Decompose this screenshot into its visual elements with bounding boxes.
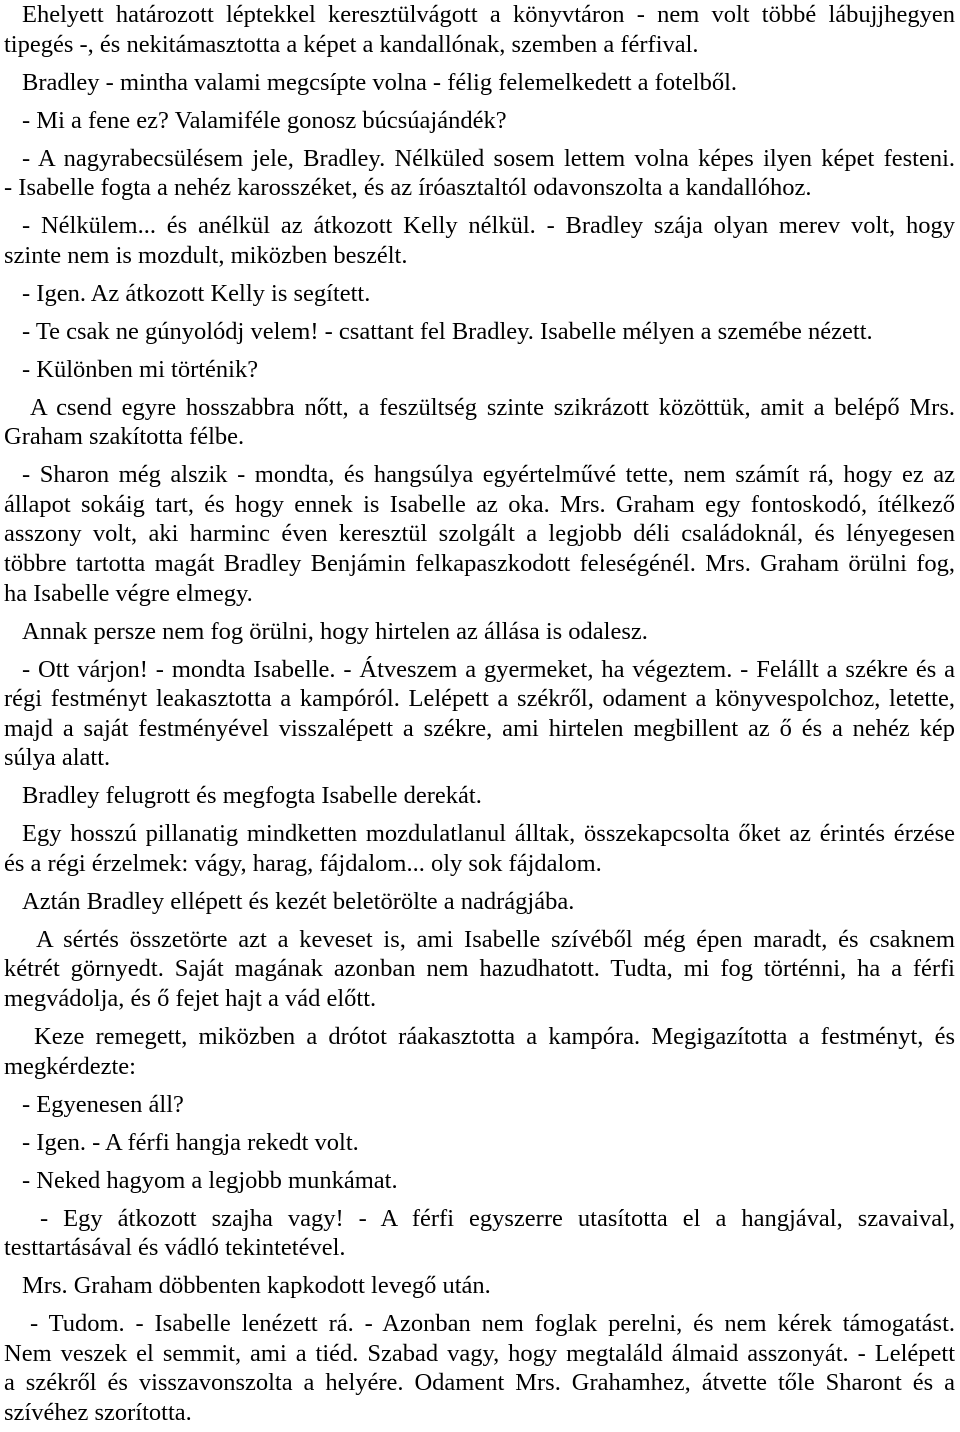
paragraph (4, 1204, 955, 1263)
paragraph (4, 0, 955, 59)
paragraph (4, 1166, 955, 1196)
text-line: Keze remegett, miközben a drótot ráakasztotta a kampóra. Megigazította a festményt, és (34, 1023, 955, 1051)
text-line: - Tudom. - Isabelle lenézett rá. - Azonban nem foglak perelni, és nem kérek támogatást. (30, 1310, 955, 1338)
text-line: asszony volt, aki harminc éven keresztül szolgált a legjobb déli családoknál, és lényegesen (4, 520, 955, 548)
paragraph (4, 617, 955, 647)
paragraph (4, 279, 955, 309)
text-line: megvádolja, és ő fejet hajt a vád előtt. (4, 985, 377, 1013)
text-line: állapot sokáig tart, és hogy ennek is Isabelle az oka. Mrs. Graham egy fontoskodó, ítélkező (4, 490, 955, 518)
text-line: - Igen. Az átkozott Kelly is segített. (22, 279, 371, 307)
paragraph (4, 106, 955, 136)
text-line: - Egyenesen áll? (22, 1090, 184, 1118)
paragraph (4, 1271, 955, 1301)
text-line: - Neked hagyom a legjobb munkámat. (22, 1166, 398, 1194)
paragraph (4, 655, 955, 773)
paragraph (4, 317, 955, 347)
text-line: súlya alatt. (4, 744, 111, 772)
paragraph (4, 819, 955, 878)
text-line: Graham szakította félbe. (4, 423, 245, 451)
text-line: A csend egyre hosszabbra nőtt, a feszültség szinte szikrázott közöttük, amit a belépő Mrs. (30, 393, 955, 421)
text-line: - A nagyrabecsülésem jele, Bradley. Nélküled sosem lettem volna képes ilyen képet festeni. (22, 144, 955, 172)
text-line: - Te csak ne gúnyolódj velem! - csattant fel Bradley. Isabelle mélyen a szemébe nézett. (22, 317, 873, 345)
text-line: A sértés összetörte azt a keveset is, ami Isabelle szívéből még épen maradt, és csaknem (36, 925, 955, 953)
text-line: a székről és visszavonszolta a helyére. Odament Mrs. Grahamhez, átvette tőle Sharont és a (4, 1369, 955, 1397)
paragraph (4, 355, 955, 385)
text-line: majd a saját festményével visszalépett a székre, ami hirtelen megbillent az ő és a nehéz kép (4, 714, 955, 742)
paragraph (4, 781, 955, 811)
paragraph (4, 1090, 955, 1120)
text-line: kétrét görnyedt. Saját magának azonban nem hazudhatott. Tudta, mi fog történni, ha a férfi (4, 955, 955, 983)
text-line: szinte nem is mozdult, miközben beszélt. (4, 241, 408, 269)
text-line: tipegés -, és nekitámasztotta a képet a kandallónak, szemben a férfival. (4, 30, 699, 58)
paragraph (4, 460, 955, 608)
text-line: régi festményt leakasztotta a kampóról. Lelépett a székről, odament a könyvespolchoz, letette, (4, 685, 955, 713)
text-line: - Nélkülem... és anélkül az átkozott Kelly nélkül. - Bradley szája olyan merev volt, hogy (22, 212, 955, 240)
text-line: testtartásával és vádló tekintetével. (4, 1234, 346, 1262)
text-line: - Egy átkozott szajha vagy! - A férfi egyszerre utasította el a hangjával, szavaival, (40, 1204, 955, 1232)
text-line: - Isabelle fogta a nehéz karosszéket, és az íróasztaltól odavonszolta a kandallóhoz. (4, 174, 812, 202)
text-line: - Különben mi történik? (22, 355, 259, 383)
paragraph (4, 68, 955, 98)
paragraph (4, 1022, 955, 1081)
text-line: Annak persze nem fog örülni, hogy hirtelen az állása is odalesz. (22, 617, 648, 645)
text-line: Aztán Bradley ellépett és kezét beletörölte a nadrágjába. (22, 887, 575, 915)
text-line: Nem veszek el semmit, ami a tiéd. Szabad vagy, hogy megtaláld álmaid asszonyát. - Lelépett (4, 1339, 955, 1367)
paragraph (4, 887, 955, 917)
paragraph (4, 144, 955, 203)
text-line: Bradley - mintha valami megcsípte volna - félig felemelkedett a fotelből. (22, 68, 738, 96)
text-line: szívéhez szorította. (4, 1398, 192, 1426)
text-line: ha Isabelle végre elmegy. (4, 579, 253, 607)
paragraph (4, 925, 955, 1014)
text-line: - Mi a fene ez? Valamiféle gonosz búcsúajándék? (22, 106, 507, 134)
text-line: - Igen. - A férfi hangja rekedt volt. (22, 1128, 359, 1156)
text-line: Mrs. Graham döbbenten kapkodott levegő után. (22, 1272, 491, 1300)
text-line: Bradley felugrott és megfogta Isabelle derekát. (22, 782, 482, 810)
text-line: - Ott várjon! - mondta Isabelle. - Átveszem a gyermeket, ha végeztem. - Felállt a székre és a (22, 655, 955, 683)
text-line: és a régi érzelmek: vágy, harag, fájdalom... oly sok fájdalom. (4, 849, 602, 877)
text-line: megkérdezte: (4, 1052, 136, 1080)
text-line: Egy hosszú pillanatig mindketten mozdulatlanul álltak, összekapcsolta őket az érintés érzése (22, 820, 955, 848)
text-line: - Sharon még alszik - mondta, és hangsúlya egyértelművé tette, nem számít rá, hogy ez az (22, 461, 955, 489)
paragraph (4, 1128, 955, 1158)
paragraph (4, 1309, 955, 1427)
paragraph (4, 393, 955, 452)
paragraph (4, 211, 955, 270)
text-line: Ehelyett határozott léptekkel keresztülvágott a könyvtáron - nem volt többé lábujjhegyen (22, 1, 955, 28)
text-line: többre tartotta magát Bradley Benjámin felkapaszkodott feleségénél. Mrs. Graham örülni fog, (4, 550, 955, 578)
